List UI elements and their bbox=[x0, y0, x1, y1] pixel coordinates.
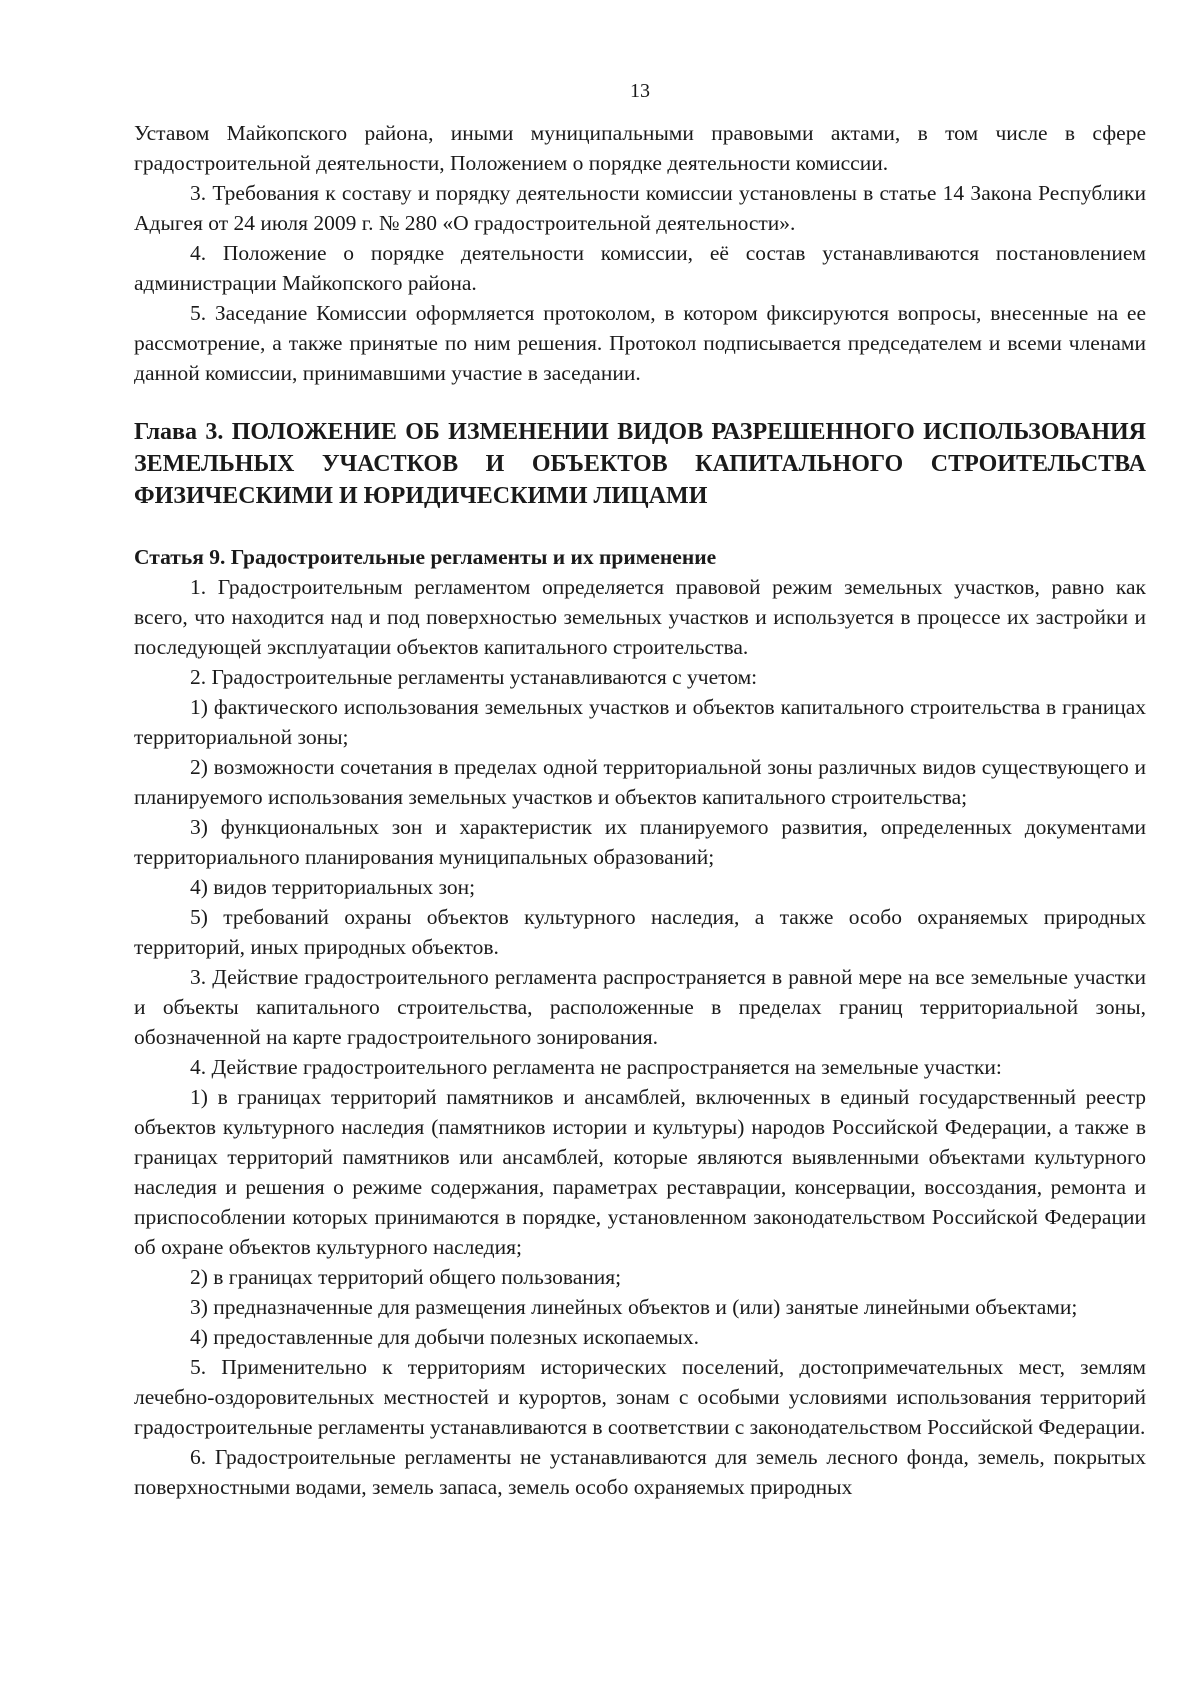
article-list-item: 2) возможности сочетания в пределах одной территориальной зоны различных видов существующего и планируемого использования земельных участков и объектов капитального строительства; bbox=[134, 755, 1146, 809]
article-paragraph: 1. Градостроительным регламентом определяется правовой режим земельных участков, равно как всего, что находится над и под поверхностью земельных участков и используется в процессе их застройки и последующей эксплуатации объектов капитального строительства. bbox=[134, 575, 1146, 659]
paragraph-intro-2: 3. Требования к составу и порядку деятельности комиссии установлены в статье 14 Закона Республики Адыгея от 24 июля 2009 г. № 280 «О градостроительной деятельности». bbox=[134, 181, 1146, 235]
article-paragraph: 3. Действие градостроительного регламента распространяется в равной мере на все земельные участки и объекты капитального строительства, расположенные в пределах границ территориальной зоны, обозначенной на карте градостроительного зонирования. bbox=[134, 965, 1146, 1049]
article-list-item: 4) видов территориальных зон; bbox=[190, 875, 476, 899]
article-title: Статья 9. Градостроительные регламенты и их применение bbox=[134, 545, 717, 569]
article-list-item: 4) предоставленные для добычи полезных ископаемых. bbox=[190, 1325, 699, 1349]
article-list-item: 3) функциональных зон и характеристик их планируемого развития, определенных документами территориального планирования муниципальных образований; bbox=[134, 815, 1146, 869]
article-paragraph: 4. Действие градостроительного регламента не распространяется на земельные участки: bbox=[190, 1055, 1002, 1079]
paragraph-intro-3: 4. Положение о порядке деятельности комиссии, её состав устанавливаются постановлением администрации Майкопского района. bbox=[134, 241, 1146, 295]
article-paragraph: 2. Градостроительные регламенты устанавливаются с учетом: bbox=[190, 665, 758, 689]
chapter-title: Глава 3. ПОЛОЖЕНИЕ ОБ ИЗМЕНЕНИИ ВИДОВ РАЗРЕШЕННОГО ИСПОЛЬЗОВАНИЯ ЗЕМЕЛЬНЫХ УЧАСТКОВ И ОБЪЕКТОВ КАПИТАЛЬНОГО СТРОИТЕЛЬСТВА ФИЗИЧЕСКИМИ И ЮРИДИЧЕСКИМИ ЛИЦАМИ bbox=[134, 419, 1146, 509]
article-list-item: 5) требований охраны объектов культурного наследия, а также особо охраняемых природных территорий, иных природных объектов. bbox=[134, 905, 1146, 959]
article-list-item: 1) в границах территорий памятников и ансамблей, включенных в единый государственный реестр объектов культурного наследия (памятников истории и культуры) народов Российской Федерации, а также в границах территорий памятников или ансамблей, которые являются выявленными объектами культурного наследия и решения о режиме содержания, параметрах реставрации, консервации, воссоздания, ремонта и приспособлении которых принимаются в порядке, установленном законодательством Российской Федерации об охране объектов культурного наследия; bbox=[134, 1085, 1146, 1259]
article-list-item: 3) предназначенные для размещения линейных объектов и (или) занятые линейными объектами; bbox=[190, 1295, 1078, 1319]
page-number: 13 bbox=[630, 80, 650, 102]
paragraph-intro-1: Уставом Майкопского района, иными муниципальными правовыми актами, в том числе в сфере градостроительной деятельности, Положением о порядке деятельности комиссии. bbox=[134, 121, 1146, 175]
article-paragraph: 6. Градостроительные регламенты не устанавливаются для земель лесного фонда, земель, покрытых поверхностными водами, земель запаса, земель особо охраняемых природных bbox=[134, 1445, 1146, 1499]
article-list-item: 2) в границах территорий общего пользования; bbox=[190, 1265, 622, 1289]
paragraph-intro-4: 5. Заседание Комиссии оформляется протоколом, в котором фиксируются вопросы, внесенные на ее рассмотрение, а также принятые по ним решения. Протокол подписывается председателем и всеми членами данной комиссии, принимавшими участие в заседании. bbox=[134, 301, 1146, 385]
article-list-item: 1) фактического использования земельных участков и объектов капитального строительства в границах территориальной зоны; bbox=[134, 695, 1146, 749]
article-paragraph: 5. Применительно к территориям исторических поселений, достопримечательных мест, землям лечебно-оздоровительных местностей и курортов, зонам с особыми условиями использования территорий градостроительные регламенты устанавливаются в соответствии с законодательством Российской Федерации. bbox=[134, 1355, 1146, 1439]
